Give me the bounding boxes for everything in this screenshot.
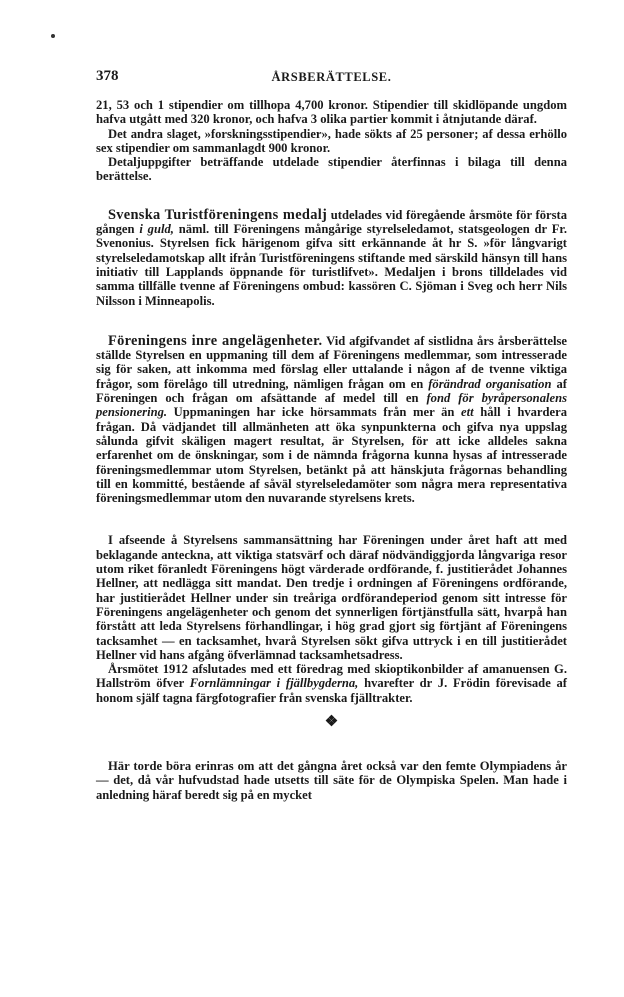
medal-heading: Svenska Turistföreningens medalj — [108, 206, 328, 223]
stray-dot-mark — [51, 34, 55, 38]
internal-affairs-section — [96, 334, 567, 506]
medal-section — [96, 208, 567, 308]
internal-text-a: Vid afgifvandet af sistlidna års årsberättelse ställde Styrelsen en uppmaning till dem af Föreningens medlemmar, som intresserade sig för saken, att inkomma med förslag eller uttalande i någon af de tvenne viktiga frågor, som förelågo till utredning, nämligen frågan om en — [96, 333, 567, 391]
board-paragraph-2 — [96, 662, 567, 705]
page-number: 378 — [96, 68, 119, 84]
medal-text-a: utdelades vid föregående årsmöte för första gången — [96, 207, 567, 237]
internal-italic-ett: ett — [461, 405, 474, 420]
internal-text-c: Uppmaningen har icke hörsammats från mer än — [173, 405, 455, 420]
stipend-paragraph-2: Det andra slaget, »forskningsstipendier», hade sökts af 25 personer; af dessa erhöllo sex stipendier om sammanlagdt 900 kronor. — [96, 126, 567, 155]
olympics-paragraph: Här torde böra erinras om att det gångna året också var den femte Olympiadens år — det, då vår hufvudstad hade utsetts till säte för de Olympiska Spelen. Man hade i anledning häraf beredt sig på en mycket — [96, 758, 567, 802]
stipend-paragraph-1: 21, 53 och 1 stipendier om tillhopa 4,700 kronor. Stipendier till skidlöpande ungdom hafva utgått med 320 kronor, och hafva 3 olika partier kommit i åtnjutande däraf. — [96, 98, 567, 127]
page-content — [96, 68, 567, 802]
internal-affairs-heading: Föreningens inre angelägenheter. — [108, 332, 323, 349]
internal-italic-fund: fond för byråpersonalens pensionering. — [96, 391, 567, 420]
board-italic-lecture-title: Fornlämningar i fjällbygderna, — [189, 676, 359, 691]
internal-affairs-paragraph — [96, 334, 567, 506]
olympics-section — [96, 759, 567, 802]
board-text-b: hvarefter dr J. Frödin förevisade af honom själf tagna färgfotografier från svenska fjälltrakter. — [96, 676, 567, 705]
stipend-section — [96, 98, 567, 184]
medal-paragraph — [96, 208, 567, 308]
running-head: ÅRSBERÄTTELSE. — [271, 70, 392, 84]
board-text-a: Årsmötet 1912 afslutades med ett föredrag med skioptikonbilder af amanuensen G. Hallström öfver — [96, 662, 567, 691]
stipend-paragraph-3: Detaljuppgifter beträffande utdelade stipendier återfinnas i bilaga till denna berättelse. — [96, 155, 567, 184]
medal-text-b: näml. till Föreningens mångårige styrelseledamot, statsgeologen dr Fr. Svenonius. Styrelsen fick härigenom gifva sitt erkännande åt hr S. »för långvarigt styrelseledamotskap allt ifrån Turistföreningens stiftande med särskild hänsyn till hans initiativ till Lapplands öppnande för turistlifvet». Medaljen i brons tilldelades vid samma tillfälle tvenne af Föreningens ombud: kassören C. Sjöman i Sveg och herr Nils Nilsson i Minneapolis. — [96, 222, 567, 308]
internal-text-b: af Föreningen och frågan om afsättande af medel till en — [96, 376, 567, 406]
section-ornament-icon: ❖ — [324, 713, 339, 730]
internal-text-d: håll i hvardera frågan. Då vädjandet till allmänheten att öka synpunkterna och gifva nya uppslag sålunda gifvit skäligen magert resultat, är Styrelsen, för att icke alldeles sakna erfarenhet om de önskningar, som i de nämnda frågorna kunna hysas af intresserade föreningsmedlemmar utom Styrelsen, betänkt på att hänskjuta frågornas behandling till en kommitté, bestående af såväl styrelseledamöter som några mera representativa föreningsmedlemmar utom den nuvarande styrelsens krets. — [96, 405, 567, 506]
medal-italic-gold: i guld, — [139, 222, 174, 237]
page-header — [96, 68, 567, 88]
board-section — [96, 533, 567, 705]
board-paragraph-1: I afseende å Styrelsens sammansättning har Föreningen under året haft att med beklagande anteckna, att viktiga statsvärf och däraf nödvändiggjorda långvariga resor utom riket föranledt Föreningens högt värderade ordförande, f. justitierådet Johannes Hellner, att nedlägga sitt mandat. Den tredje i ordningen af Föreningens ordförande, har justitierådet Hellner under sin treåriga ordförandeperiod genom sitt intresse för Föreningens angelägenheter och genom det synnerligen förtjänstfulla sätt, hvarpå han förstått att leda Styrelsens förhandlingar, i hög grad gjort sig förtjänt af Föreningens tacksamhet — en tacksamhet, hvarå Styrelsen sökt gifva uttryck i en till justitierådet Hellner vid hans afgång öfverlämnad tacksamhetsadress. — [96, 533, 567, 662]
internal-italic-organisation: förändrad organisation — [428, 376, 552, 391]
